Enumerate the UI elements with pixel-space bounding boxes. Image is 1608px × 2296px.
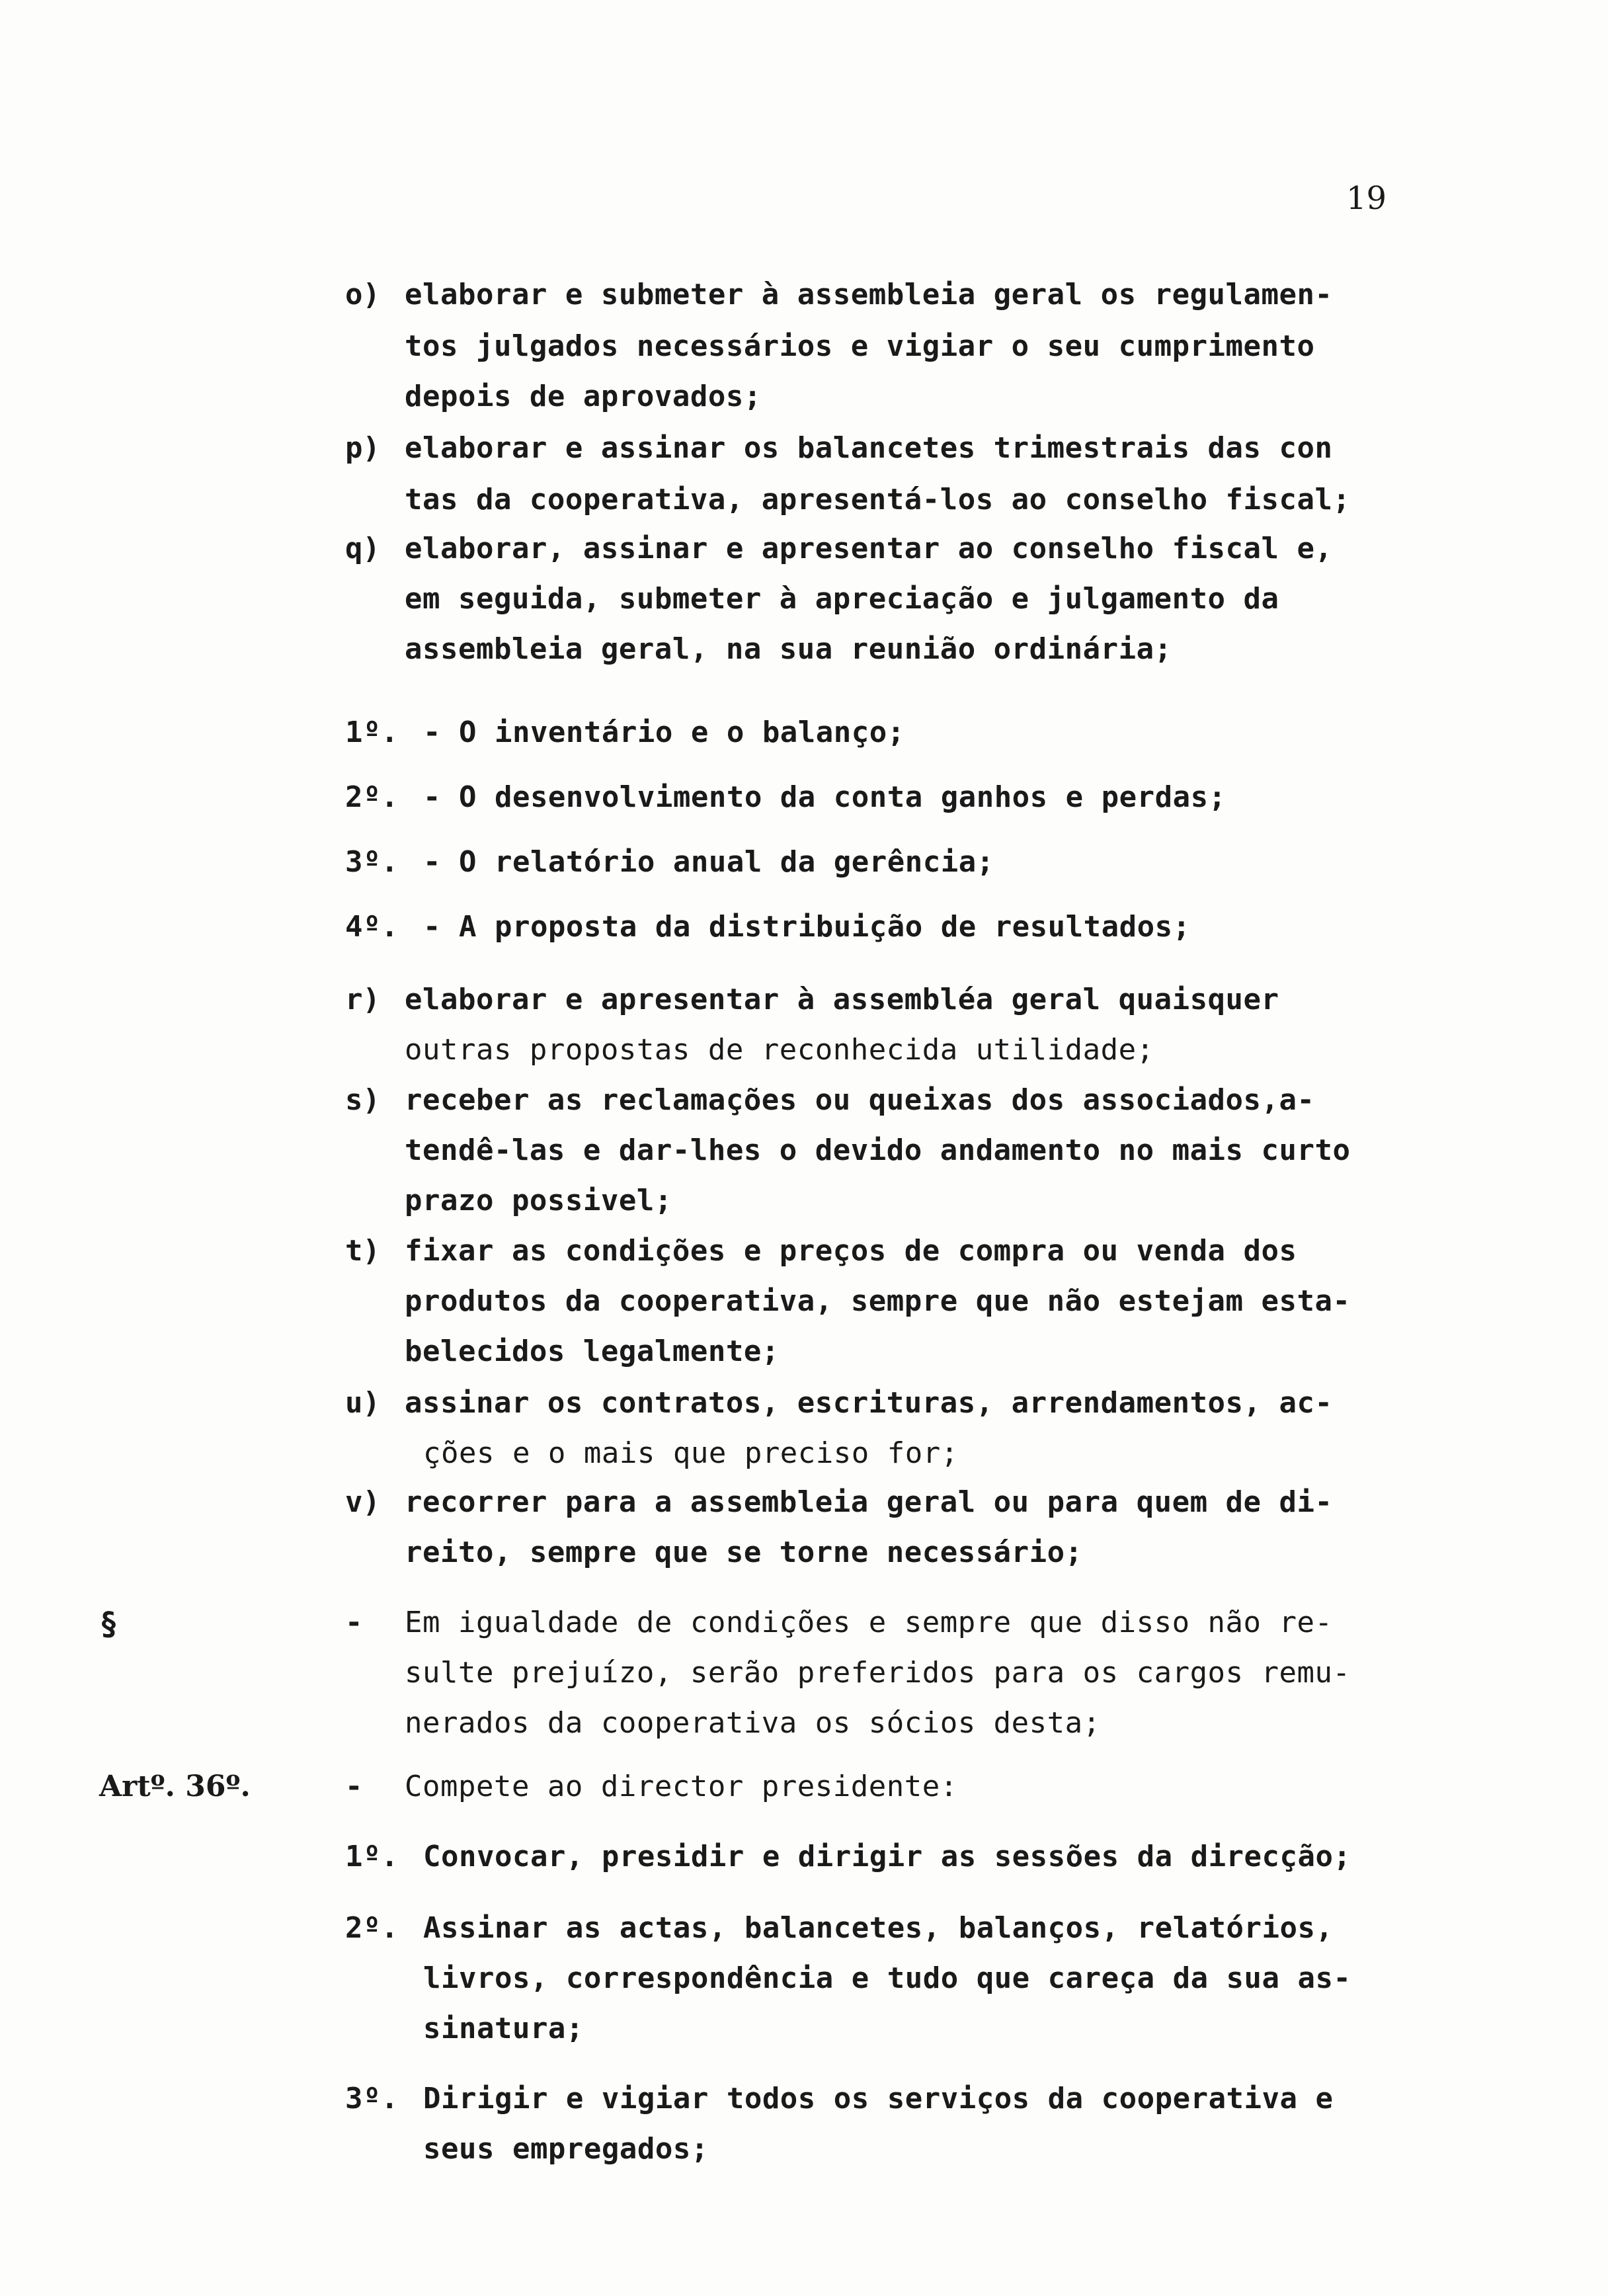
item-s-label: s) — [345, 1083, 380, 1117]
item-t-line-2: produtos da cooperativa, sempre que não estejam esta- — [405, 1284, 1351, 1318]
item-s-line-1: receber as reclamações ou queixas dos associados,a- — [405, 1083, 1315, 1117]
q-sub-4-text: - A proposta da distribuição de resultados; — [423, 910, 1191, 944]
item-o-label: o) — [345, 278, 380, 311]
item-u-line-1: assinar os contratos, escrituras, arrendamentos, ac- — [405, 1386, 1333, 1420]
item-u-label: u) — [345, 1386, 380, 1420]
item-q-line-3: assembleia geral, na sua reunião ordinária; — [405, 632, 1172, 666]
article-item-1-line-1: Convocar, presidir e dirigir as sessões da direcção; — [423, 1840, 1351, 1873]
item-t-line-3: belecidos legalmente; — [405, 1334, 780, 1368]
item-o-line-2: tos julgados necessários e vigiar o seu cumprimento — [405, 329, 1315, 363]
item-v-label: v) — [345, 1485, 380, 1519]
item-o-line-3: depois de aprovados; — [405, 380, 762, 413]
item-t-label: t) — [345, 1234, 380, 1268]
item-s-line-3: prazo possivel; — [405, 1184, 672, 1217]
article-item-1-num: 1º. — [345, 1840, 399, 1873]
article-item-2-num: 2º. — [345, 1911, 399, 1945]
item-r-label: r) — [345, 983, 380, 1016]
paragraph-line-3: nerados da cooperativa os sócios desta; — [405, 1706, 1101, 1740]
paragraph-line-1: Em igualdade de condições e sempre que disso não re- — [405, 1606, 1333, 1639]
article-item-2-line-2: livros, correspondência e tudo que careça da sua as- — [423, 1961, 1351, 1995]
item-v-line-1: recorrer para a assembleia geral ou para quem de di- — [405, 1485, 1333, 1519]
article-item-2-line-3: sinatura; — [423, 2012, 584, 2045]
article-item-2-line-1: Assinar as actas, balancetes, balanços, relatórios, — [423, 1911, 1334, 1945]
item-t-line-1: fixar as condições e preços de compra ou venda dos — [405, 1234, 1297, 1268]
item-r-line-1: elaborar e apresentar à assembléa geral quaisquer — [405, 983, 1279, 1016]
q-sub-2-num: 2º. — [345, 780, 399, 814]
article-item-3-num: 3º. — [345, 2082, 399, 2115]
page-number: 19 — [1346, 180, 1387, 217]
item-v-line-2: reito, sempre que se torne necessário; — [405, 1536, 1083, 1569]
article-dash: - — [345, 1770, 363, 1803]
q-sub-2-text: - O desenvolvimento da conta ganhos e perdas; — [423, 780, 1226, 814]
section-symbol: § — [99, 1606, 118, 1643]
q-sub-1-text: - O inventário e o balanço; — [423, 716, 905, 749]
q-sub-4-num: 4º. — [345, 910, 399, 944]
item-s-line-2: tendê-las e dar-lhes o devido andamento no mais curto — [405, 1133, 1351, 1167]
article-label: Artº. 36º. — [99, 1770, 251, 1803]
item-q-label: q) — [345, 532, 380, 565]
item-u-line-2: ções e o mais que preciso for; — [423, 1436, 959, 1470]
paragraph-line-2: sulte prejuízo, serão preferidos para os cargos remu- — [405, 1656, 1351, 1690]
item-p-label: p) — [345, 431, 380, 465]
item-q-line-2: em seguida, submeter à apreciação e julgamento da — [405, 582, 1279, 616]
article-intro: Compete ao director presidente: — [405, 1770, 958, 1803]
q-sub-3-text: - O relatório anual da gerência; — [423, 845, 994, 879]
item-q-line-1: elaborar, assinar e apresentar ao conselho fiscal e, — [405, 532, 1333, 565]
q-sub-1-num: 1º. — [345, 716, 399, 749]
item-p-line-1: elaborar e assinar os balancetes trimestrais das con — [405, 431, 1333, 465]
q-sub-3-num: 3º. — [345, 845, 399, 879]
item-o-line-1: elaborar e submeter à assembleia geral os regulamen- — [405, 278, 1333, 311]
paragraph-dash: - — [345, 1606, 363, 1639]
article-item-3-line-1: Dirigir e vigiar todos os serviços da cooperativa e — [423, 2082, 1334, 2115]
item-r-line-2: outras propostas de reconhecida utilidade; — [405, 1033, 1154, 1067]
item-p-line-2: tas da cooperativa, apresentá-los ao conselho fiscal; — [405, 483, 1351, 516]
article-item-3-line-2: seus empregados; — [423, 2132, 709, 2166]
